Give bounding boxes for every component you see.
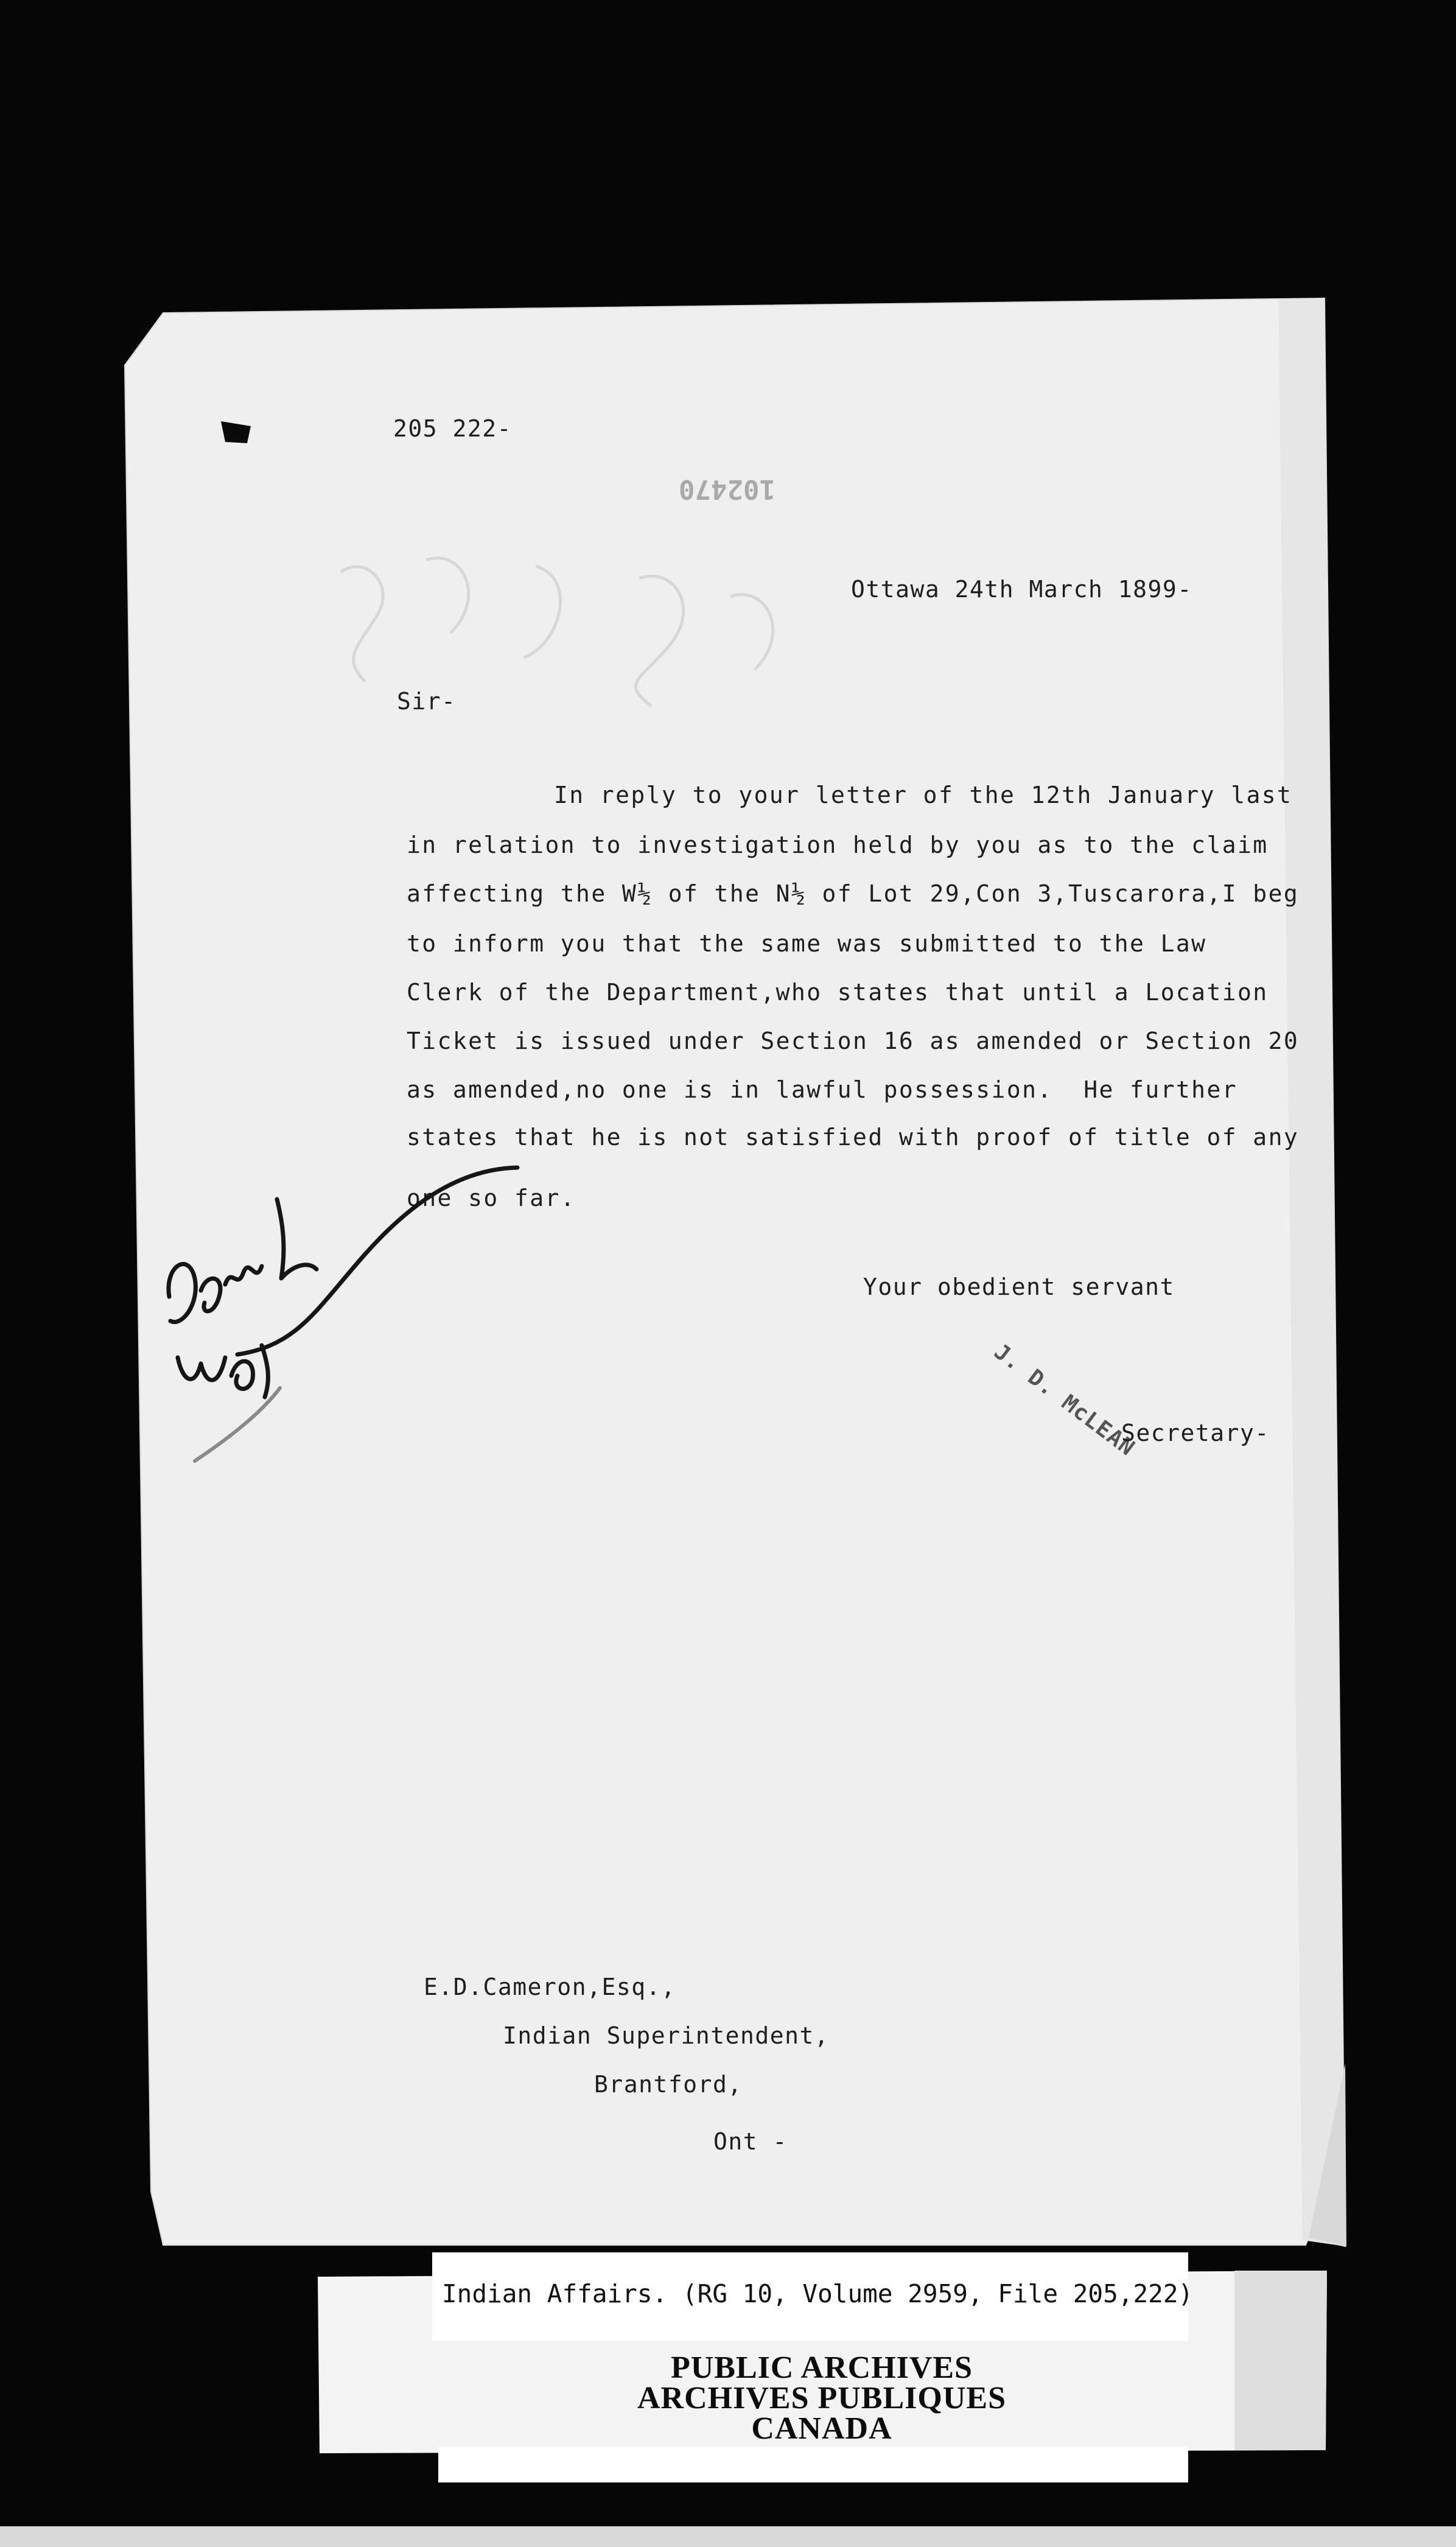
closing: Your obedient servant xyxy=(863,1274,1175,1300)
archive-stamp xyxy=(317,2277,1327,2453)
body-line: Ticket is issued under Section 16 as amended or Section 20 xyxy=(407,1028,1300,1054)
date-line: Ottawa 24th March 1899- xyxy=(851,576,1192,603)
body-line: one so far. xyxy=(407,1185,576,1211)
body-line: to inform you that the same was submitted to the Law xyxy=(407,930,1207,957)
body-line: affecting the W½ of the N½ of Lot 29,Con 3,Tuscarora,I beg xyxy=(407,880,1300,907)
body-line: Clerk of the Department,who states that until a Location xyxy=(407,979,1269,1006)
signatory-title: Secretary- xyxy=(1121,1420,1270,1446)
body-line: states that he is not satisfied with proof of title of any xyxy=(407,1124,1300,1151)
recipient-province: Ont - xyxy=(713,2128,788,2155)
body-line: In reply to your letter of the 12th January last xyxy=(554,782,1293,808)
signature-stamp: J. D. McLEAN xyxy=(989,1339,1140,1462)
recipient-city: Brantford, xyxy=(594,2071,743,2098)
salutation: Sir- xyxy=(397,688,457,715)
archive-line-2: ARCHIVES PUBLIQUES xyxy=(637,2381,1007,2416)
archive-line-1: PUBLIC ARCHIVES xyxy=(670,2350,973,2385)
recipient-title: Indian Superintendent, xyxy=(503,2022,830,2049)
body-line: in relation to investigation held by you as to the claim xyxy=(407,832,1269,858)
recipient-name: E.D.Cameron,Esq., xyxy=(424,1974,676,2000)
archive-line-3: CANADA xyxy=(751,2411,892,2446)
archive-source-line: Indian Affairs. (RG 10, Volume 2959, File 205,222) xyxy=(442,2279,1194,2308)
file-number: 205 222- xyxy=(393,415,513,442)
back-stamp: 102470 xyxy=(679,474,775,505)
body-line: as amended,no one is in lawful possession. He further xyxy=(407,1076,1238,1103)
